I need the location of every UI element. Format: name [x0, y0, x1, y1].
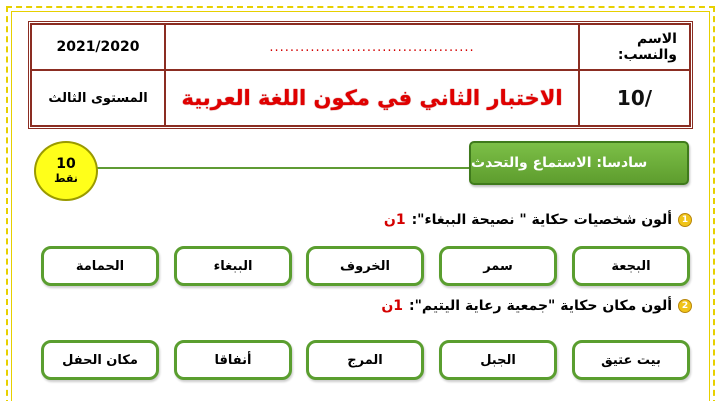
question-1 [384, 212, 692, 228]
points-unit: نقط [54, 172, 78, 185]
option-q2-1[interactable]: بيت عتيق [572, 340, 690, 380]
question-number-icon: 2 [678, 299, 692, 313]
points-value: 10 [56, 156, 76, 172]
option-q1-1[interactable]: البجعة [572, 246, 690, 286]
question-2 [381, 298, 692, 314]
section-title-banner: سادسا: الاستماع والتحدث [469, 141, 689, 185]
level-cell: المستوى الثالث [31, 70, 165, 126]
question-text: ألون مكان حكاية "جمعية رعاية اليتيم": [409, 298, 672, 314]
option-q2-5[interactable]: مكان الحفل [41, 340, 159, 380]
option-q1-5[interactable]: الحمامة [41, 246, 159, 286]
question-score: 1ن [383, 212, 406, 228]
option-q2-2[interactable]: الجبل [439, 340, 557, 380]
option-q1-2[interactable]: سمر [439, 246, 557, 286]
question-score: 1ن [381, 298, 404, 314]
question-text: ألون شخصيات حكاية " نصيحة الببغاء": [411, 212, 672, 228]
exam-title: الاختبار الثاني في مكون اللغة العربية [165, 70, 579, 126]
name-label: الاسم والنسب: [579, 24, 690, 70]
year-cell: 2021/2020 [31, 24, 165, 70]
points-badge [34, 141, 98, 201]
total-score: 10/ [579, 70, 690, 126]
name-field[interactable]: ........................................ [165, 24, 579, 70]
option-q2-3[interactable]: المرج [306, 340, 424, 380]
header-table [28, 21, 693, 129]
option-q1-4[interactable]: الببغاء [174, 246, 292, 286]
option-q2-4[interactable]: أنفاقا [174, 340, 292, 380]
section-divider-line [95, 167, 475, 169]
question-number-icon: 1 [678, 213, 692, 227]
option-q1-3[interactable]: الخروف [306, 246, 424, 286]
